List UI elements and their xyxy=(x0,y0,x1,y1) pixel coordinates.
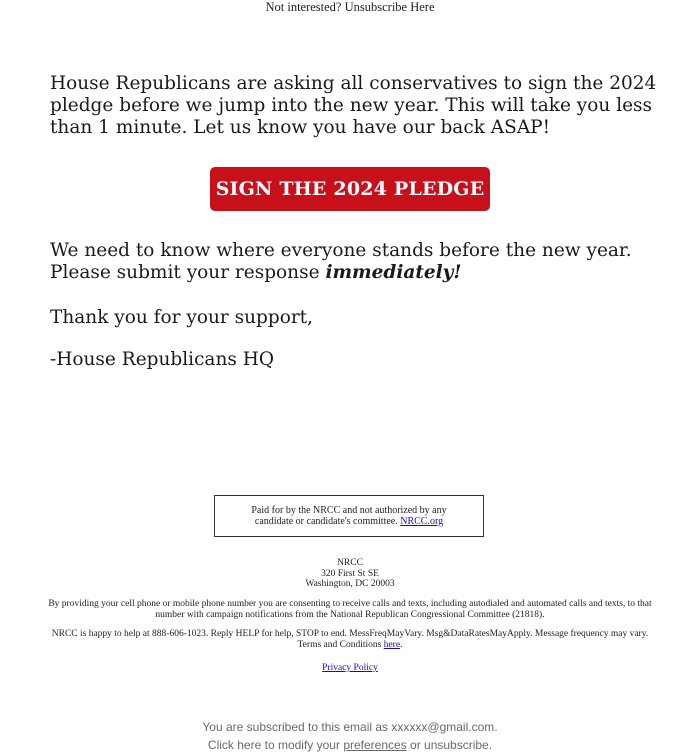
nrcc-org-link[interactable]: NRCC.org xyxy=(400,516,444,527)
click-here-text[interactable]: Click here to modify your xyxy=(207,738,344,752)
intro-paragraph: House Republicans are asking all conservatives to sign the 2024 pledge before we jump into the new year. This will take you less than 1 minute. Let us know you have our back ASAP! xyxy=(50,73,657,138)
urgency-emphasis: immediately! xyxy=(325,262,462,283)
help-text: NRCC is happy to help at 888-606-1023. Reply HELP for help, STOP to end. MessFreqMayVary. Msg&DataRatesMayApply. Message frequency may vary. Terms and Conditions xyxy=(51,629,649,650)
mailing-address xyxy=(40,558,660,590)
unsubscribe-link[interactable]: Not interested? Unsubscribe Here xyxy=(265,0,435,14)
preferences-link[interactable]: preferences xyxy=(343,738,407,752)
sign-pledge-button[interactable]: SIGN THE 2024 PLEDGE xyxy=(210,167,490,211)
urgency-line-1: We need to know where everyone stands before the new year. xyxy=(50,240,632,261)
signature: -House Republicans HQ xyxy=(50,349,275,370)
closing-line: Thank you for your support, xyxy=(50,307,314,328)
urgency-paragraph xyxy=(50,240,660,284)
paid-for-disclaimer xyxy=(214,495,484,537)
privacy-row xyxy=(40,663,660,674)
terms-link[interactable]: here xyxy=(383,639,401,650)
help-suffix: . xyxy=(400,639,403,650)
unsubscribe-suffix[interactable]: or unsubscribe. xyxy=(406,738,493,752)
paid-for-text: Paid for by the NRCC and not authorized by any candidate or candidate's committee. xyxy=(251,504,447,527)
address-street: 320 First St SE xyxy=(321,568,379,579)
subscription-notice: You are subscribed to this email as xxxxxx@gmail.com. xyxy=(202,720,498,734)
urgency-line-2-prefix: Please submit your response xyxy=(50,262,326,283)
address-city: Washington, DC 20003 xyxy=(305,579,395,589)
sms-help-text xyxy=(40,629,660,650)
cta-container xyxy=(0,167,700,211)
address-name: NRCC xyxy=(337,558,363,568)
sms-consent-text: By providing your cell phone or mobile phone number you are consenting to receive calls and texts, including autodialed and automated calls and texts, to that number with campaign notifications from the National Republican Congressional Committee (21818). xyxy=(48,599,652,620)
subscription-manage xyxy=(0,737,700,753)
privacy-policy-link[interactable]: Privacy Policy xyxy=(322,663,378,673)
